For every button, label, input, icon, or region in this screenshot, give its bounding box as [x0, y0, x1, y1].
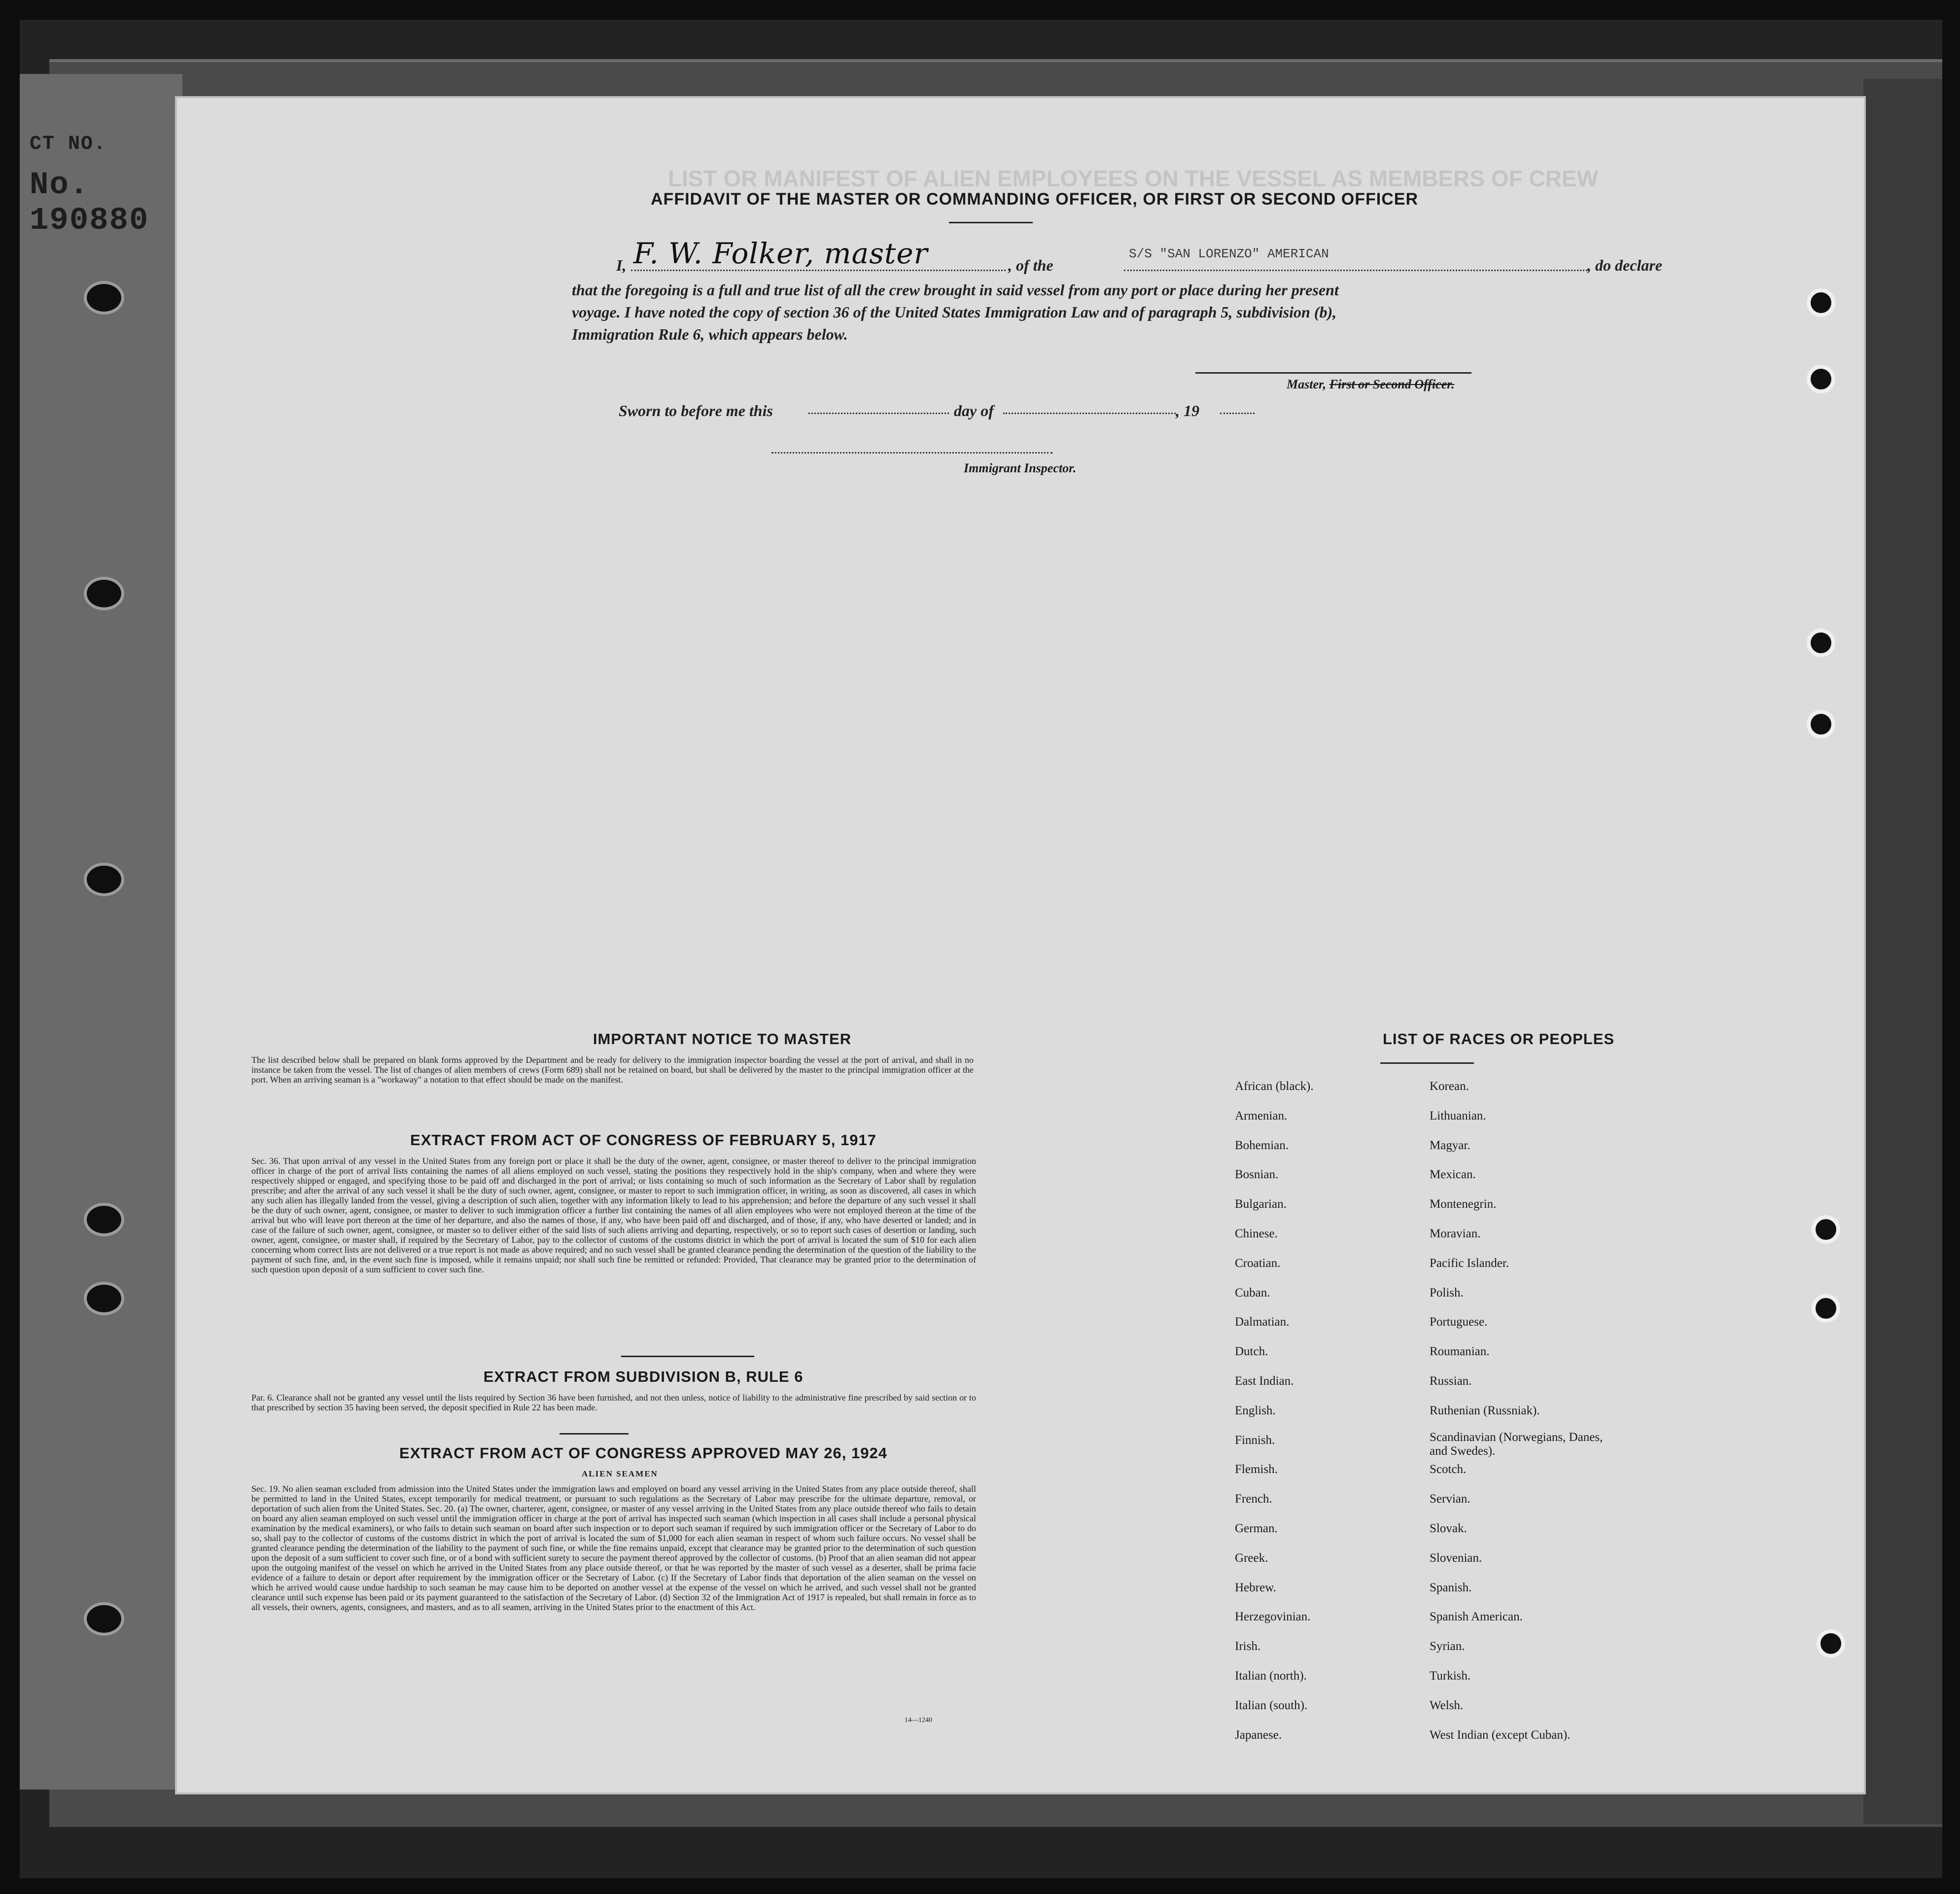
- punch-hole: [1807, 288, 1835, 317]
- extract-rule6-body: Par. 6. Clearance shall not be granted any vessel until the lists required by Section 36 have been furnished, and not then unless, notice of liability to the administrative fine prescribed by said section or to that prescribed by section 35 having been served, the deposit specified in Rule 22 has been made.: [251, 1393, 976, 1412]
- punch-hole: [1807, 629, 1835, 657]
- race-item: Croatian.: [1235, 1256, 1281, 1270]
- side-tab-number: No. 190880: [30, 168, 149, 239]
- race-item: East Indian.: [1235, 1374, 1294, 1388]
- right-edge-sheet: [1863, 79, 1942, 1824]
- races-title-divider: [1380, 1062, 1474, 1064]
- race-item: Montenegrin.: [1430, 1197, 1497, 1211]
- left-binding-strip: [20, 74, 182, 1789]
- race-item: Mexican.: [1430, 1168, 1476, 1182]
- race-item: Italian (south).: [1235, 1698, 1308, 1712]
- sworn-year-blank: [1220, 413, 1255, 414]
- race-item: Scotch.: [1430, 1463, 1467, 1476]
- section-divider: [560, 1433, 629, 1435]
- race-item: English.: [1235, 1403, 1276, 1417]
- race-item: Bohemian.: [1235, 1138, 1289, 1152]
- race-item: Dutch.: [1235, 1345, 1268, 1359]
- binder-hole: [84, 1602, 124, 1636]
- binder-hole: [84, 863, 124, 896]
- affidavit-title: AFFIDAVIT OF THE MASTER OR COMMANDING OFFICER, OR FIRST OR SECOND OFFICER: [651, 190, 1418, 209]
- affidavit-line-2: that the foregoing is a full and true list of all the crew brought in said vessel from any port or place during her present: [572, 281, 1339, 299]
- race-item: Dalmatian.: [1235, 1315, 1290, 1329]
- vessel-blank-line: [1124, 270, 1587, 271]
- race-item: Syrian.: [1430, 1640, 1465, 1653]
- race-item: Slovak.: [1430, 1522, 1467, 1535]
- side-tab-label: CT NO.: [30, 133, 107, 155]
- binder-hole: [84, 1203, 124, 1236]
- of-the-label: , of the: [1008, 256, 1053, 274]
- punch-hole: [1807, 365, 1835, 393]
- notice-body: The list described below shall be prepared on blank forms approved by the Department and be ready for delivery to the immigration inspector boarding the vessel at the port of arrival, and shall in no instance be taken from the vessel. The list of changes of alien members of crews (Form 689) shall not be retained on board, but shall be delivered by the master to the principal immigration officer at the port. When an arriving seaman is a "workaway" a notation to that effect should be made on the manifest.: [251, 1055, 974, 1085]
- extract-1924-title: EXTRACT FROM ACT OF CONGRESS APPROVED MAY 26, 1924: [399, 1444, 887, 1462]
- affidavit-page: [175, 96, 1866, 1794]
- race-item: Moravian.: [1430, 1227, 1481, 1240]
- signer-name-handwritten: F. W. Folker, master: [633, 237, 928, 270]
- race-item: Flemish.: [1235, 1463, 1278, 1476]
- bleed-through-text: LIST OR MANIFEST OF ALIEN EMPLOYEES ON THE VESSEL AS MEMBERS OF CREW: [668, 166, 1598, 191]
- master-label: [1287, 377, 1454, 392]
- race-item: Finnish.: [1235, 1433, 1275, 1447]
- extract-1917-title: EXTRACT FROM ACT OF CONGRESS OF FEBRUARY 5, 1917: [410, 1131, 876, 1149]
- punch-hole: [1812, 1294, 1840, 1323]
- race-item: Slovenian.: [1430, 1551, 1482, 1565]
- alien-seamen-subtitle: ALIEN SEAMEN: [582, 1469, 658, 1478]
- race-item: Spanish American.: [1430, 1610, 1523, 1624]
- race-item: Servian.: [1430, 1492, 1470, 1506]
- race-item: Roumanian.: [1430, 1345, 1490, 1359]
- inspector-signature-line: [771, 452, 1052, 454]
- extract-1917-body: Sec. 36. That upon arrival of any vessel in the United States from any foreign port or place it shall be the duty of the owner, agent, consignee, or master thereof to deliver to the principal immigration officer in charge of the port of arrival lists containing the names of all aliens employed on such vessel, stating the positions they respectively hold in the ship's company, when and where they were respectively shipped or engaged, and specifying those to be paid off and discharged in the port of arrival; or lists containing so much of such information as the Secretary of Labor shall by regulation prescribe; and after the arrival of any such vessel it shall be the duty of such owner, agent, consignee, or master to report to such immigration officer, in writing, as soon as discovered, all cases in which any such alien has illegally landed from the vessel, giving a description of such alien, together with any information likely to lead to his apprehension; and before the departure of any such vessel it shall be the duty of such owner, agent, consignee, or master to deliver to such immigration officer a further list containing the names of all alien employees who were not employed thereon at the time of the arrival but who will leave port thereon at the time of her departure, and also the names of those, if any, who have been paid off and discharged, and of those, if any, who have deserted or landed; and in case of the failure of such owner, agent, consignee, or master so to deliver either of the said lists of such aliens arriving and departing, respectively, or so to report such cases of desertion or landing, such owner, agent, consignee, or master shall, if required by the Secretary of Labor, pay to the collector of customs of the customs district in which the port of arrival is located the sum of $10 for each alien concerning whom correct lists are not delivered or a true report is not made as above required; and no such vessel shall be granted clearance pending the determination of the question of the liability to the payment of such fine, and, in the event such fine is imposed, while it remains unpaid; nor shall such fine be remitted or refunded: Provided, That clearance may be granted prior to the determination of such question upon deposit of a sum sufficient to cover such fine.: [251, 1156, 976, 1274]
- title-divider: [949, 222, 1033, 223]
- race-item: Ruthenian (Russniak).: [1430, 1403, 1540, 1417]
- race-item: Hebrew.: [1235, 1580, 1276, 1594]
- binder-hole: [84, 1282, 124, 1315]
- sworn-label: Sworn to before me this: [619, 402, 773, 420]
- binder-hole: [84, 577, 124, 610]
- affidavit-line-4: Immigration Rule 6, which appears below.: [572, 325, 848, 343]
- master-struck-text: First or Second Officer.: [1329, 377, 1455, 391]
- race-item: German.: [1235, 1522, 1278, 1535]
- master-signature-line: [1195, 372, 1471, 374]
- punch-hole: [1807, 710, 1835, 738]
- affidavit-line-3: voyage. I have noted the copy of section 36 of the United States Immigration Law and of paragraph 5, subdivision (b),: [572, 303, 1337, 321]
- races-title: LIST OF RACES OR PEOPLES: [1382, 1030, 1615, 1048]
- race-item: Scandinavian (Norwegians, Danes, and Swedes).: [1430, 1430, 1603, 1458]
- race-item: Korean.: [1430, 1080, 1469, 1093]
- race-item: Portuguese.: [1430, 1315, 1488, 1329]
- race-item: French.: [1235, 1492, 1272, 1506]
- race-item: Greek.: [1235, 1551, 1268, 1565]
- race-item: Welsh.: [1430, 1698, 1464, 1712]
- race-item: Italian (north).: [1235, 1669, 1307, 1683]
- day-of-label: day of: [954, 402, 994, 420]
- race-item: Pacific Islander.: [1430, 1256, 1509, 1270]
- sworn-month-blank: [1003, 413, 1176, 414]
- race-item: West Indian (except Cuban).: [1430, 1728, 1571, 1742]
- affidavit-i-prefix: I,: [616, 256, 627, 274]
- race-item: Spanish.: [1430, 1580, 1472, 1594]
- punch-hole: [1812, 1215, 1840, 1244]
- race-item: Herzegovinian.: [1235, 1610, 1311, 1624]
- race-item: Japanese.: [1235, 1728, 1282, 1742]
- race-item: Polish.: [1430, 1286, 1464, 1299]
- section-divider: [621, 1356, 754, 1357]
- race-item: Russian.: [1430, 1374, 1472, 1388]
- race-item: Magyar.: [1430, 1138, 1470, 1152]
- race-item: Bosnian.: [1235, 1168, 1279, 1182]
- vessel-name-typed: S/S "SAN LORENZO" AMERICAN: [1129, 246, 1329, 261]
- sworn-day-blank: [808, 413, 949, 414]
- race-item: Irish.: [1235, 1640, 1261, 1653]
- race-item: Armenian.: [1235, 1109, 1288, 1122]
- race-item: Turkish.: [1430, 1669, 1471, 1683]
- year-prefix-label: , 19: [1176, 402, 1199, 420]
- race-item: Chinese.: [1235, 1227, 1278, 1240]
- extract-1924-body: Sec. 19. No alien seaman excluded from admission into the United States under the immigration laws and employed on board any vessel arriving in the United States from any place outside thereof, shall be permitted to land in the United States, except temporarily for medical treatment, or pursuant to such regulations as the Secretary of Labor may prescribe for the ultimate departure, removal, or deportation of such alien from the United States. Sec. 20. (a) The owner, charterer, agent, consignee, or master of any vessel arriving in the United States from any place outside thereof who fails to detain on board any alien seaman employed on such vessel until the immigration officer in charge at the port of arrival has inspected such seaman (which inspection in all cases shall include a personal physical examination by the medical examiners), or who fails to detain such seaman on board after such inspection or to deport such seaman if required by such immigration officer or the Secretary of Labor to do so, shall pay to the collector of customs of the customs district in which the port of arrival is located the sum of $1,000 for each alien seaman in respect of whom such failure occurs. No vessel shall be granted clearance pending the determination of the liability to the payment of such fine, or while the fine remains unpaid, except that clearance may be granted prior to the determination of such question upon the deposit of a sum sufficient to cover such fine, or of a bond with sufficient surety to secure the payment thereof approved by the collector of customs. (b) Proof that an alien seaman did not appear upon the outgoing manifest of the vessel on which he arrived in the United States from any place outside thereof, or that he was reported by the master of such vessel as a deserter, shall be prima facie evidence of a failure to detain or deport after requirement by the immigration officer or the Secretary of Labor. (c) If the Secretary of Labor finds that deportation of the alien seaman on the vessel on which he arrived would cause undue hardship to such seaman he may cause him to be deported on another vessel at the expense of the vessel on which he arrived, and such vessel shall not be granted clearance until such expense has been paid or its payment guaranteed to the satisfaction of the Secretary of Labor. (d) Section 32 of the Immigration Act of 1917 is repealed, but shall remain in force as to all vessels, their owners, agents, consignees, and masters, and as to all seamen, arriving in the United States prior to the enactment of this Act.: [251, 1484, 976, 1612]
- race-item: Lithuanian.: [1430, 1109, 1486, 1122]
- race-item: Cuban.: [1235, 1286, 1270, 1299]
- form-number: 14—1240: [905, 1717, 932, 1724]
- punch-hole: [1817, 1629, 1845, 1658]
- race-item: Bulgarian.: [1235, 1197, 1287, 1211]
- race-item: African (black).: [1235, 1080, 1314, 1093]
- extract-rule6-title: EXTRACT FROM SUBDIVISION B, RULE 6: [483, 1368, 804, 1385]
- signer-blank-line: [631, 270, 1006, 271]
- do-declare-label: , do declare: [1587, 256, 1662, 274]
- notice-title: IMPORTANT NOTICE TO MASTER: [593, 1030, 852, 1048]
- binder-hole: [84, 281, 124, 315]
- inspector-label: Immigrant Inspector.: [964, 461, 1077, 475]
- master-label-text: Master,: [1287, 377, 1327, 391]
